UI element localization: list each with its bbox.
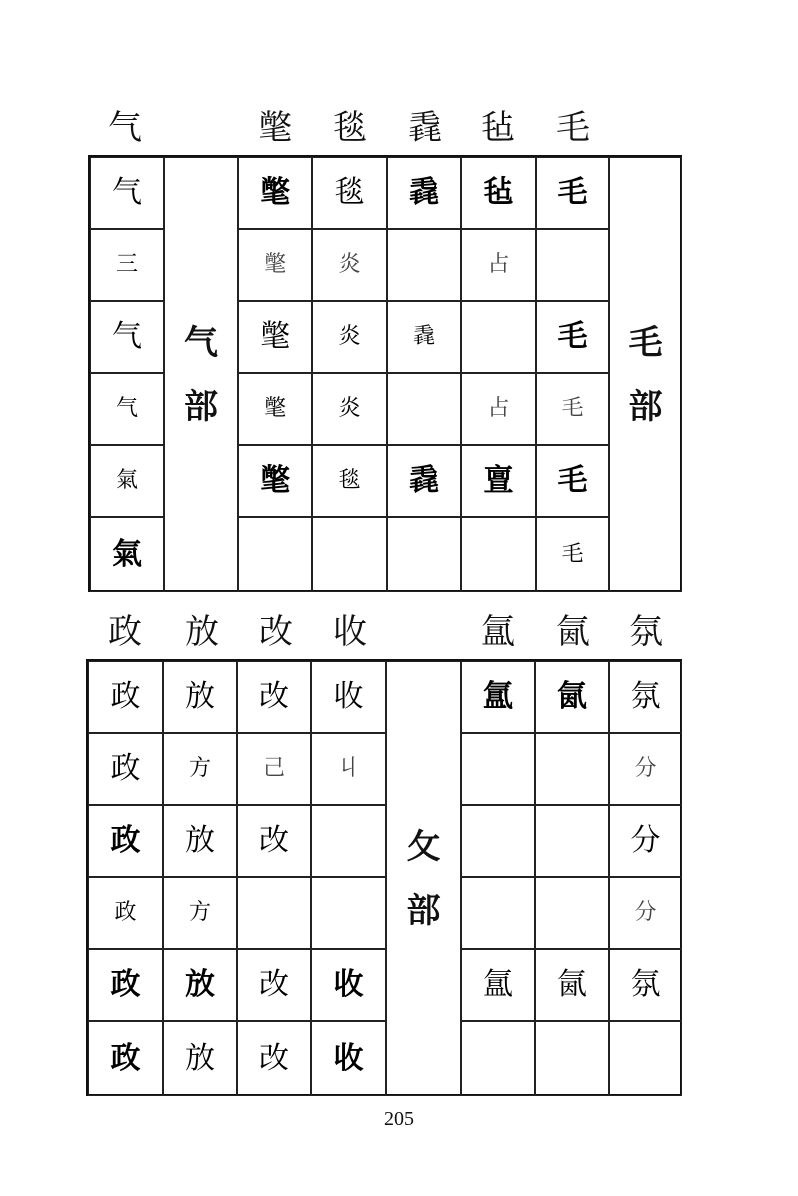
seal-glyph: 丩 <box>337 756 360 781</box>
glyph-cell <box>311 1021 386 1096</box>
glyph-cell <box>387 373 461 445</box>
glyph-cell <box>238 517 312 592</box>
glyph-cell <box>90 445 164 517</box>
glyph-cell <box>536 229 609 301</box>
seal-glyph: 放 <box>185 823 215 858</box>
glyph-cell <box>90 157 164 229</box>
seal-glyph: 收 <box>333 967 364 1002</box>
glyph-cell <box>311 661 386 733</box>
glyph-cell <box>536 157 609 229</box>
glyph-cell <box>461 373 536 445</box>
glyph-cell <box>88 805 163 877</box>
glyph-cell <box>312 373 387 445</box>
seal-glyph: 毛 <box>561 396 584 421</box>
glyph-cell <box>387 157 461 229</box>
glyph-cell <box>609 805 682 877</box>
radical-suffix: 部 <box>184 386 218 427</box>
glyph-cell <box>88 1021 163 1096</box>
top-character-grid <box>88 155 682 592</box>
seal-glyph: 氅 <box>263 252 286 277</box>
seal-glyph: 政 <box>114 900 137 925</box>
glyph-cell <box>163 733 237 805</box>
header-zheng: 政 <box>108 612 142 652</box>
header-mao: 毛 <box>556 108 590 148</box>
seal-glyph: 炎 <box>338 324 361 349</box>
glyph-cell <box>536 517 609 592</box>
glyph-cell <box>163 877 237 949</box>
seal-glyph: 亶 <box>483 463 514 498</box>
glyph-cell <box>535 1021 609 1096</box>
glyph-cell <box>88 733 163 805</box>
header-fang: 放 <box>185 612 219 652</box>
glyph-cell <box>90 373 164 445</box>
header-yun: 氲 <box>481 612 515 652</box>
seal-glyph: 放 <box>185 679 215 714</box>
glyph-cell <box>461 949 535 1021</box>
glyph-cell <box>609 1021 682 1096</box>
glyph-cell <box>535 949 609 1021</box>
glyph-cell <box>238 373 312 445</box>
seal-glyph: 分 <box>634 756 657 781</box>
radical-label-pu-bu <box>386 661 461 1096</box>
radical-char: 毛 <box>628 322 663 363</box>
glyph-cell <box>461 877 535 949</box>
seal-glyph: 氣 <box>112 536 142 572</box>
glyph-cell <box>88 949 163 1021</box>
glyph-cell <box>90 301 164 373</box>
seal-glyph: 毡 <box>483 175 514 210</box>
radical-label-qi-bu <box>164 157 238 592</box>
glyph-cell <box>387 445 461 517</box>
glyph-cell <box>609 877 682 949</box>
seal-glyph: 毯 <box>338 468 361 493</box>
seal-glyph: 占 <box>487 396 510 421</box>
glyph-cell <box>461 805 535 877</box>
seal-glyph: 放 <box>185 967 215 1002</box>
radical-label-mao-bu <box>609 157 682 592</box>
glyph-cell <box>609 661 682 733</box>
seal-glyph: 政 <box>110 679 141 714</box>
seal-glyph: 改 <box>259 967 289 1002</box>
seal-glyph: 氅 <box>260 463 290 498</box>
seal-glyph: 毯 <box>334 175 365 210</box>
glyph-cell <box>461 661 535 733</box>
glyph-cell <box>311 877 386 949</box>
seal-glyph: 放 <box>185 1040 215 1076</box>
seal-glyph: 政 <box>110 967 141 1002</box>
glyph-cell <box>312 301 387 373</box>
seal-glyph: 改 <box>259 1040 289 1076</box>
glyph-cell <box>536 373 609 445</box>
header-zhan: 毡 <box>481 108 515 148</box>
seal-glyph: 氅 <box>263 396 286 421</box>
seal-glyph: 改 <box>259 679 289 714</box>
seal-glyph: 氅 <box>260 319 290 354</box>
header-cui: 毳 <box>408 108 442 148</box>
header-gai: 改 <box>259 612 293 652</box>
glyph-cell <box>312 517 387 592</box>
radical-suffix: 部 <box>406 890 441 931</box>
glyph-cell <box>237 949 311 1021</box>
glyph-cell <box>237 1021 311 1096</box>
seal-glyph: 气 <box>112 319 142 354</box>
glyph-cell <box>535 733 609 805</box>
seal-glyph: 炎 <box>338 252 361 277</box>
seal-glyph: 收 <box>333 679 364 714</box>
glyph-cell <box>387 229 461 301</box>
radical-suffix: 部 <box>628 386 663 427</box>
seal-glyph: 氅 <box>260 175 290 210</box>
header-chang: 氅 <box>258 108 292 148</box>
glyph-cell <box>312 445 387 517</box>
seal-glyph: 毛 <box>557 463 588 498</box>
glyph-cell <box>238 157 312 229</box>
header-shou: 收 <box>333 612 367 652</box>
seal-glyph: 氤 <box>557 967 587 1002</box>
glyph-cell <box>536 301 609 373</box>
glyph-cell <box>163 1021 237 1096</box>
seal-glyph: 氣 <box>115 468 138 493</box>
glyph-cell <box>461 517 536 592</box>
seal-glyph: 毳 <box>412 324 435 349</box>
glyph-cell <box>238 301 312 373</box>
glyph-cell <box>88 877 163 949</box>
glyph-cell <box>461 301 536 373</box>
glyph-cell <box>387 517 461 592</box>
glyph-cell <box>312 157 387 229</box>
glyph-cell <box>387 301 461 373</box>
header-tan: 毯 <box>333 108 367 148</box>
glyph-cell <box>90 229 164 301</box>
glyph-cell <box>238 445 312 517</box>
seal-glyph: 氛 <box>630 967 661 1002</box>
glyph-cell <box>461 229 536 301</box>
seal-glyph: 毛 <box>557 175 588 210</box>
seal-glyph: 己 <box>262 756 285 781</box>
seal-glyph: 政 <box>110 1040 141 1076</box>
glyph-cell <box>536 445 609 517</box>
glyph-cell <box>163 949 237 1021</box>
seal-glyph: 占 <box>487 252 510 277</box>
glyph-cell <box>609 733 682 805</box>
radical-char: 气 <box>184 322 218 363</box>
seal-glyph: 氲 <box>483 679 513 714</box>
header-yin: 氤 <box>556 612 590 652</box>
glyph-cell <box>237 661 311 733</box>
seal-glyph: 毳 <box>409 463 439 498</box>
seal-glyph: 方 <box>188 756 211 781</box>
glyph-cell <box>461 445 536 517</box>
glyph-cell <box>163 805 237 877</box>
glyph-cell <box>461 157 536 229</box>
radical-char: 攵 <box>406 826 441 867</box>
seal-glyph: 分 <box>634 900 657 925</box>
glyph-cell <box>311 733 386 805</box>
seal-glyph: 分 <box>630 823 661 858</box>
seal-glyph: 政 <box>110 751 141 786</box>
glyph-cell <box>312 229 387 301</box>
seal-glyph: 收 <box>333 1040 364 1076</box>
header-qi: 气 <box>108 108 142 148</box>
glyph-cell <box>237 877 311 949</box>
glyph-cell <box>238 229 312 301</box>
glyph-cell <box>237 805 311 877</box>
glyph-cell <box>90 517 164 592</box>
seal-glyph: 气 <box>112 175 142 210</box>
seal-glyph: 毛 <box>561 541 584 567</box>
glyph-cell <box>535 805 609 877</box>
page-number: 205 <box>384 1108 414 1130</box>
glyph-cell <box>535 877 609 949</box>
seal-glyph: 改 <box>259 823 289 858</box>
seal-glyph: 政 <box>110 823 141 858</box>
seal-glyph: 气 <box>115 396 138 421</box>
seal-glyph: 氲 <box>483 967 513 1002</box>
glyph-cell <box>163 661 237 733</box>
glyph-cell <box>237 733 311 805</box>
header-fen: 氛 <box>629 612 663 652</box>
seal-glyph: 毳 <box>409 175 439 210</box>
seal-glyph: 炎 <box>338 396 361 421</box>
glyph-cell <box>88 661 163 733</box>
glyph-cell <box>311 805 386 877</box>
seal-glyph: 氤 <box>557 679 587 714</box>
glyph-cell <box>461 733 535 805</box>
glyph-cell <box>535 661 609 733</box>
bottom-character-grid <box>86 659 682 1096</box>
glyph-cell <box>311 949 386 1021</box>
seal-glyph: 三 <box>115 252 138 277</box>
seal-glyph: 氛 <box>630 679 661 714</box>
glyph-cell <box>461 1021 535 1096</box>
glyph-cell <box>609 949 682 1021</box>
seal-glyph: 方 <box>188 900 211 925</box>
seal-glyph: 毛 <box>557 319 588 354</box>
